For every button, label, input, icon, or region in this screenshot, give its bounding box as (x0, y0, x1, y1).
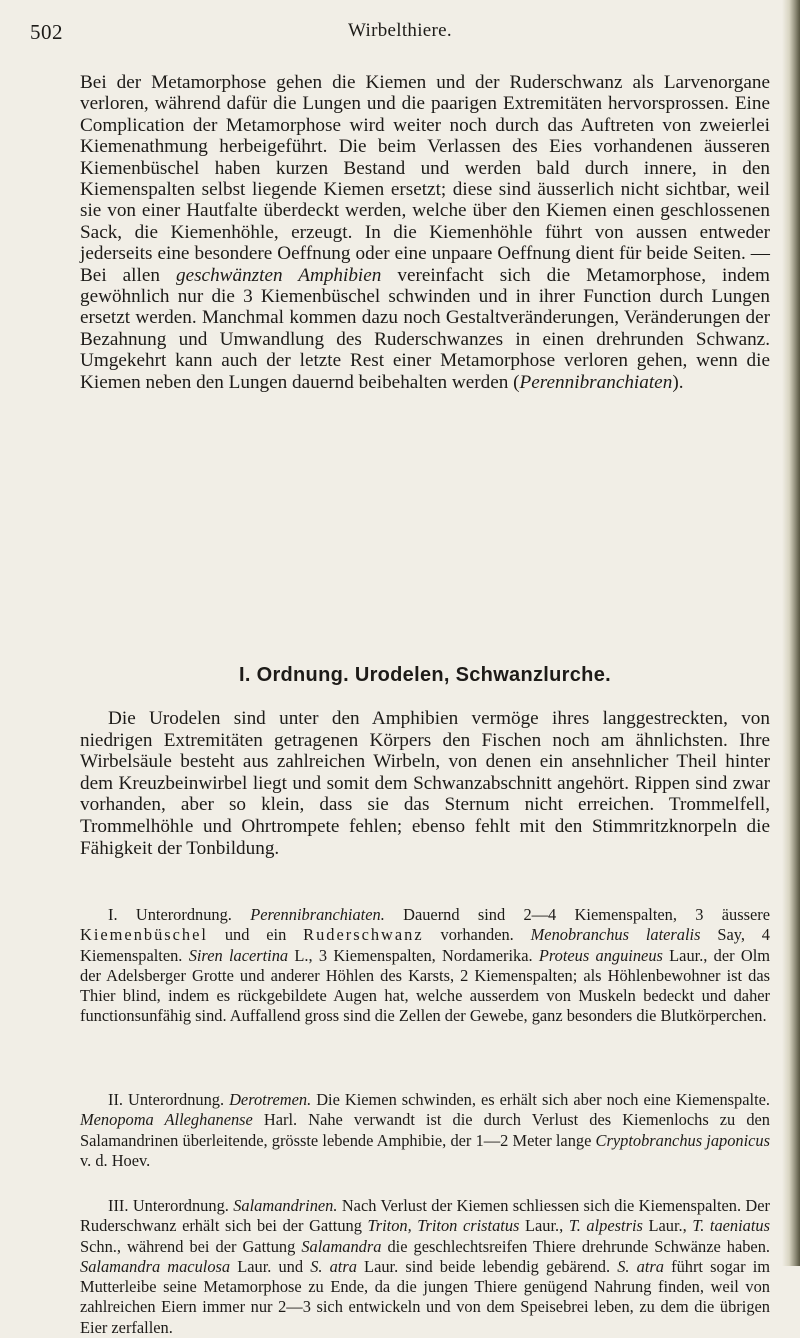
text-run: Say, 4 Kiemenspalten. (80, 925, 770, 965)
text-run: Harl. Nahe verwandt ist die durch Verlust des Kiemenlochs zu den Salamandrinen überleitende, grösste lebende Amphibie, der 1—2 Meter lange (80, 1110, 770, 1150)
italic-term: T. taeniatus (692, 1216, 771, 1236)
italic-term: Menopoma Alleghanense (80, 1110, 253, 1130)
suborder-perennibranchiaten (80, 905, 770, 1027)
italic-term: Siren lacertina (188, 945, 289, 965)
italic-term: Perennibranchiaten (519, 371, 673, 393)
page-edge-shadow (782, 0, 800, 1266)
italic-term: Derotremen. (229, 1090, 312, 1109)
italic-term: Salamandrinen. (233, 1196, 338, 1215)
text-run: Laur., (519, 1216, 569, 1236)
text-run: ). (672, 371, 684, 393)
urodelen-intro-paragraph (80, 708, 770, 859)
italic-term: Menobranchus lateralis (530, 925, 701, 945)
text-run: vorhanden. (423, 925, 531, 945)
italic-term: S. atra (617, 1256, 664, 1276)
text-run: Laur., der Olm der Adelsberger Grotte und anderer Höhlen des Karsts, 2 Kiemenspalten; als Höhlenbewohner ist das Thier blind, indem es rückgebildete Augen hat, welche ausserdem von Muskeln bedeckt und daher functionsunfähig sind. Auffallend gross sind die Zellen der Gewebe, ganz besonders die Blutkörperchen. (80, 945, 770, 1026)
running-head: Wirbelthiere. (348, 20, 452, 41)
text-run: L., 3 Kiemenspalten, Nordamerika. (288, 945, 539, 965)
text-run: I. Unterordnung. (108, 905, 251, 924)
paragraph-text: Die Urodelen sind unter den Amphibien vermöge ihres langgestreckten, von niedrigen Extremitäten getragenen Körpers den Fischen noch am ähnlichsten. Ihre Wirbelsäule besteht aus zahlreichen Wirbeln, von denen ein ansehnlicher Theil hinter dem Kreuzbeinwirbel liegt und somit dem Schwanzabschnitt angehört. Rippen sind zwar vorhanden, aber so klein, dass sie das Sternum nicht erreichen. Trommelfell, Trommelhöhle und Ohrtrompete fehlen; ebenso fehlt mit den Stimmritzknorpeln die Fähigkeit der Tonbildung. (80, 708, 770, 859)
suborder-derotremen (80, 1090, 770, 1171)
text-run: III. Unterordnung. (108, 1196, 234, 1215)
paragraph-text (80, 1090, 770, 1171)
paragraph-text (80, 1196, 770, 1338)
text-run: II. Unterordnung. (108, 1090, 230, 1109)
text-run: Bei der Metamorphose gehen die Kiemen und der Ruderschwanz als Larvenorgane verloren, während dafür die Lungen und die paarigen Extremitäten hervorsprossen. Eine Complication der Metamorphose wird weiter noch durch das Auftreten von zweierlei Kiemenathmung herbeigeführt. Die beim Verlassen des Eies vorhandenen äusseren Kiemenbüschel haben kurzen Bestand und werden bald durch innere, in den Kiemenspalten selbst liegende Kiemen ersetzt; diese sind äusserlich nicht sichtbar, weil sie von einer Hautfalte überdeckt werden, welche über den Kiemen einen geschlossenen Sack, die Kiemenhöhle, erzeugt. In die Kiemenhöhle führt von aussen entweder jederseits eine besondere Oeffnung oder eine unpaare Oeffnung dient für beide Seiten. — Bei allen (80, 72, 770, 286)
text-run: Dauernd sind 2—4 Kiemenspalten, 3 äussere (384, 905, 770, 924)
italic-term: Cryptobranchus japonicus (595, 1130, 771, 1150)
text-run: Laur. sind beide lebendig gebärend. (356, 1256, 618, 1276)
page-header (0, 14, 800, 54)
text-run: vereinfacht sich die Metamorphose, indem gewöhnlich nur die 3 Kiemenbüschel schwinden und in ihrer Function durch Lungen ersetzt werden. Manchmal kommen dazu noch Gestaltveränderungen, Veränderungen der Bezahnung und Umwandlung des Ruderschwanzes in einen drehrunden Schwanz. Umgekehrt kann auch der letzte Rest einer Metamorphose verloren gehen, wenn die Kiemen neben den Lungen dauernd beibehalten werden ( (80, 264, 770, 393)
text-run: Die Kiemen schwinden, es erhält sich aber noch eine Kiemenspalte. (311, 1090, 770, 1109)
text-run: Laur. und (230, 1256, 311, 1276)
text-run: Nach Verlust der Kiemen schliessen sich die Kiemenspalten. Der Ruderschwanz erhält sich bei der Gattung (80, 1196, 770, 1236)
text-run: und ein (207, 925, 304, 945)
text-run: führt sogar im Mutterleibe seine Metamorphose zu Ende, da die jungen Thiere genügend Nahrung finden, weil von zahlreichen Eiern immer nur 2—3 sich entwickeln und von dem Speisebrei leben, zu dem die übrigen Eier zerfallen. (80, 1256, 771, 1337)
page-number: 502 (30, 20, 63, 44)
text-run: Laur., (642, 1216, 693, 1236)
text-run: die geschlechtsreifen Thiere drehrunde Schwänze haben. (381, 1236, 771, 1256)
spaced-term: Kiemenbüschel (80, 925, 208, 945)
text-run: Schn., während bei der Gattung (80, 1236, 302, 1256)
suborder-salamandrinen (80, 1196, 770, 1338)
section-heading: I. Ordnung. Urodelen, Schwanzlurche. (239, 664, 611, 686)
italic-term: Salamandra (301, 1236, 382, 1256)
italic-term: Salamandra maculosa (80, 1256, 231, 1276)
italic-term: Triton, Triton cristatus (367, 1216, 520, 1236)
text-run: v. d. Hoev. (80, 1150, 151, 1170)
paragraph-text (80, 905, 770, 1027)
italic-term: Proteus anguineus (538, 945, 663, 965)
italic-term: T. alpestris (568, 1216, 643, 1236)
spaced-term: Ruderschwanz (303, 925, 424, 945)
italic-term: geschwänzten Amphibien (175, 264, 382, 286)
metamorphosis-paragraph (80, 72, 770, 393)
paragraph-text (80, 72, 770, 393)
italic-term: Perennibranchiaten. (250, 905, 385, 924)
italic-term: S. atra (310, 1256, 357, 1276)
